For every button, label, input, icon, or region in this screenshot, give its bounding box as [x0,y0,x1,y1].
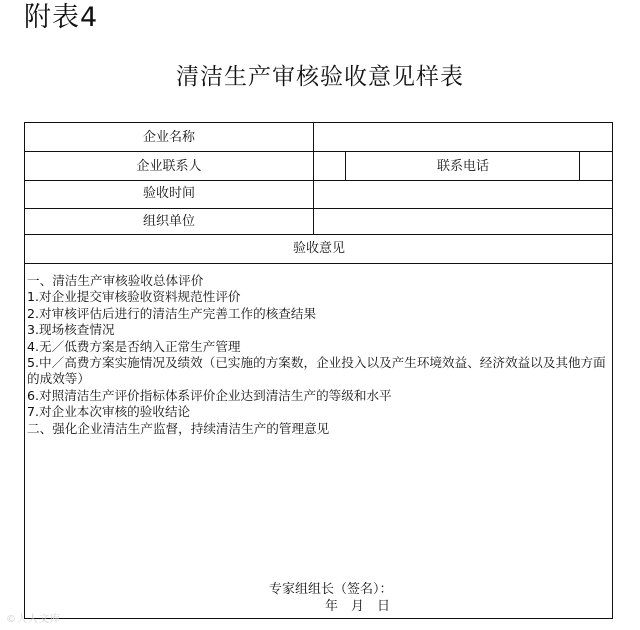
organizer-label: 组织单位 [142,213,195,229]
acceptance-form-table [24,122,613,619]
company-name-label: 企业名称 [142,129,195,145]
column-divider [579,152,580,181]
opinion-line: 一、清洁生产审核验收总体评价 [27,273,204,288]
inspection-time-label: 验收时间 [142,186,195,201]
opinion-line: 5.中／高费方案实施情况及绩效（已实施的方案数，企业投入以及产生环境效益、经济效益以及其他方面的成效等） [27,355,606,387]
opinion-line: 2.对审核评估后进行的清洁生产完善工作的核查结果 [27,305,317,321]
contact-person-value [315,152,345,181]
contact-person-label: 企业联系人 [136,158,202,174]
watermark: ©人人文库 [6,614,61,625]
appendix-label: 附表4 [24,2,99,33]
expert-leader-signature-label: 专家组组长（签名）： [269,582,393,597]
column-divider [345,152,346,181]
opinion-body [27,273,611,437]
opinion-line: 二、强化企业清洁生产监督，持续清洁生产的管理意见 [27,420,330,436]
row-divider [25,263,612,264]
organizer-value [315,208,613,235]
company-name-value [315,123,613,152]
phone-label: 联系电话 [436,158,489,174]
column-divider [313,123,314,235]
opinion-line: 4.无／低费方案是否纳入正常生产管理 [27,338,241,354]
signature-date-label: 年 月 日 [325,599,391,614]
document-title: 清洁生产审核验收意见样表 [176,64,464,90]
phone-value [581,152,613,181]
opinion-header: 验收意见 [292,240,345,256]
inspection-time-value [315,180,613,208]
opinion-line: 1.对企业提交审核验收资料规范性评价 [27,289,241,305]
opinion-line: 7.对企业本次审核的验收结论 [27,404,191,420]
opinion-line: 6.对照清洁生产评价指标体系评价企业达到清洁生产的等级和水平 [27,387,392,403]
opinion-line: 3.现场核查情况 [27,322,115,338]
